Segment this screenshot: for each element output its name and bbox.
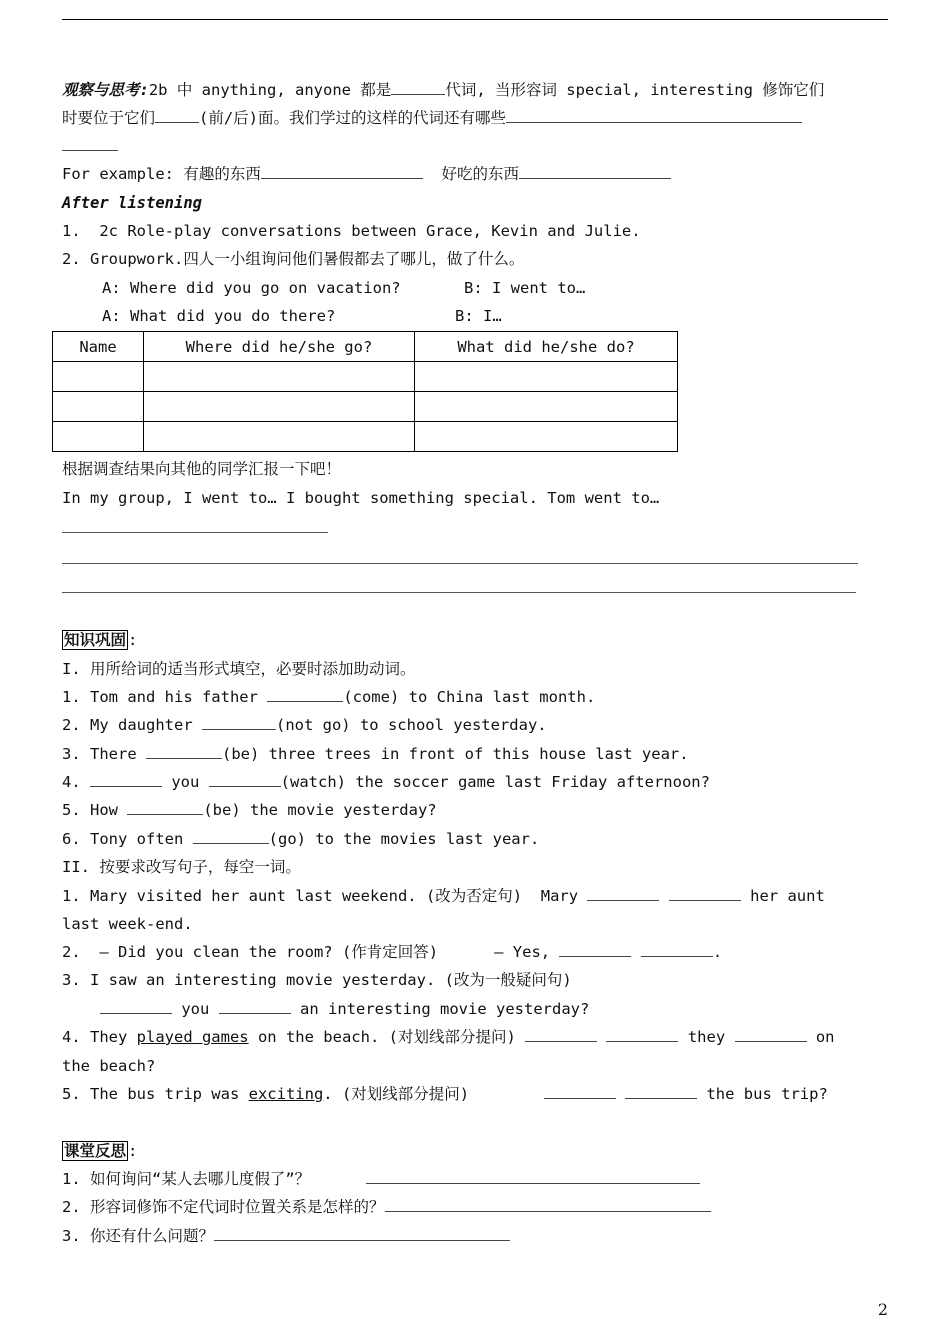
blank[interactable] (735, 1027, 807, 1042)
observe-line-1: 观察与思考:2b 中 anything, anyone 都是 代词, 当形容词 special, interesting 修饰它们 (62, 81, 825, 99)
exercise-1: 1. Tom and his father (come) to China last month. (62, 688, 596, 706)
blank[interactable] (506, 108, 802, 123)
blank[interactable] (587, 886, 659, 901)
after-item-2: 2. Groupwork.四人一小组询问他们暑假都去了哪儿，做了什么。 (62, 250, 525, 268)
reflection-heading: 课堂反思 : (64, 1142, 138, 1160)
qa-a-2: A: What did you do there? (102, 307, 336, 325)
report-sample: In my group, I went to… I bought something special. Tom went to… (62, 489, 660, 507)
answer-blank[interactable] (385, 1197, 711, 1212)
blank[interactable] (519, 164, 671, 179)
table-cell[interactable] (144, 422, 415, 452)
header-rule (62, 19, 888, 20)
table-cell[interactable] (53, 422, 144, 452)
table-cell[interactable] (53, 362, 144, 392)
answer-line[interactable] (62, 563, 858, 564)
reflection-q3: 3. 你还有什么问题？ (62, 1226, 510, 1246)
qa-a-1: A: Where did you go on vacation? (102, 279, 401, 297)
section-1-title: I. 用所给词的适当形式填空，必要时添加助动词。 (62, 660, 416, 678)
blank[interactable] (209, 772, 281, 787)
rewrite-4: 4. They played games on the beach. (对划线部分提问) they on (62, 1028, 835, 1046)
blank[interactable] (155, 108, 199, 123)
table-row (53, 392, 678, 422)
rewrite-3: 3. I saw an interesting movie yesterday. (改为一般疑问句) (62, 971, 572, 989)
blank[interactable] (625, 1084, 697, 1099)
blank[interactable] (219, 999, 291, 1014)
blank[interactable] (641, 942, 713, 957)
after-item-1: 1. 2c Role-play conversations between Grace, Kevin and Julie. (62, 222, 641, 240)
blank[interactable] (127, 800, 203, 815)
rewrite-5: 5. The bus trip was exciting. (对划线部分提问) the bus trip? (62, 1085, 828, 1103)
rewrite-1-cont: last week-end. (62, 915, 193, 933)
example-line: For example: 有趣的东西 好吃的东西 (62, 164, 671, 184)
observe-label: 观察与思考: (62, 81, 149, 99)
answer-line[interactable] (62, 532, 328, 533)
table-row (53, 362, 678, 392)
table-header-cell: Where did he/she go? (144, 332, 415, 362)
blank[interactable] (267, 687, 343, 702)
blank[interactable] (261, 164, 423, 179)
reflection-q2: 2. 形容词修饰不定代词时位置关系是怎样的？ (62, 1197, 711, 1217)
table-header-row (53, 332, 678, 362)
exercise-5: 5. How (be) the movie yesterday? (62, 801, 437, 819)
blank[interactable] (146, 744, 222, 759)
exercise-4: 4. you (watch) the soccer game last Friday afternoon? (62, 773, 710, 791)
blank[interactable] (606, 1027, 678, 1042)
rewrite-2: 2. — Did you clean the room? (作肯定回答) — Yes, . (62, 943, 723, 961)
table-cell[interactable] (144, 392, 415, 422)
rewrite-1: 1. Mary visited her aunt last weekend. (改为否定句) Mary her aunt (62, 887, 825, 905)
blank[interactable] (669, 886, 741, 901)
answer-blank[interactable] (366, 1169, 700, 1184)
blank[interactable] (62, 136, 118, 151)
observe-line-3 (62, 136, 118, 156)
consolidation-title: 知识巩固 (64, 631, 127, 649)
page-number: 2 (877, 1300, 888, 1319)
table-header-cell: Name (53, 332, 144, 362)
qa-b-2: B: I… (455, 307, 502, 325)
table-row (53, 422, 678, 452)
exercise-6: 6. Tony often (go) to the movies last year. (62, 830, 540, 848)
blank[interactable] (100, 999, 172, 1014)
rewrite-4-cont: the beach? (62, 1057, 156, 1075)
blank[interactable] (90, 772, 162, 787)
observe-line-2: 时要位于它们 (前/后)面。我们学过的这样的代词还有哪些 (62, 108, 802, 128)
table-cell[interactable] (53, 392, 144, 422)
blank[interactable] (202, 715, 276, 730)
blank[interactable] (193, 829, 269, 844)
answer-blank[interactable] (214, 1226, 510, 1241)
rewrite-3-answer: you an interesting movie yesterday? (100, 999, 589, 1019)
reflection-title: 课堂反思 (64, 1142, 127, 1160)
survey-table (52, 331, 678, 452)
blank[interactable] (525, 1027, 597, 1042)
table-header-cell: What did he/she do? (415, 332, 678, 362)
table-cell[interactable] (144, 362, 415, 392)
exercise-2: 2. My daughter (not go) to school yesterday. (62, 716, 547, 734)
exercise-3: 3. There (be) three trees in front of this house last year. (62, 745, 689, 763)
section-2-title: II. 按要求改写句子，每空一词。 (62, 858, 301, 876)
consolidation-heading: 知识巩固 : (64, 631, 138, 649)
blank[interactable] (544, 1084, 616, 1099)
qa-b-1: B: I went to… (464, 279, 586, 297)
blank[interactable] (559, 942, 631, 957)
reflection-q1: 1. 如何询问“某人去哪儿度假了”？ (62, 1169, 700, 1189)
after-listening-title: After listening (62, 194, 202, 212)
answer-line[interactable] (62, 592, 856, 593)
blank[interactable] (391, 80, 445, 95)
table-cell[interactable] (415, 422, 678, 452)
report-intro: 根据调查结果向其他的同学汇报一下吧！ (62, 460, 342, 478)
table-cell[interactable] (415, 362, 678, 392)
table-cell[interactable] (415, 392, 678, 422)
